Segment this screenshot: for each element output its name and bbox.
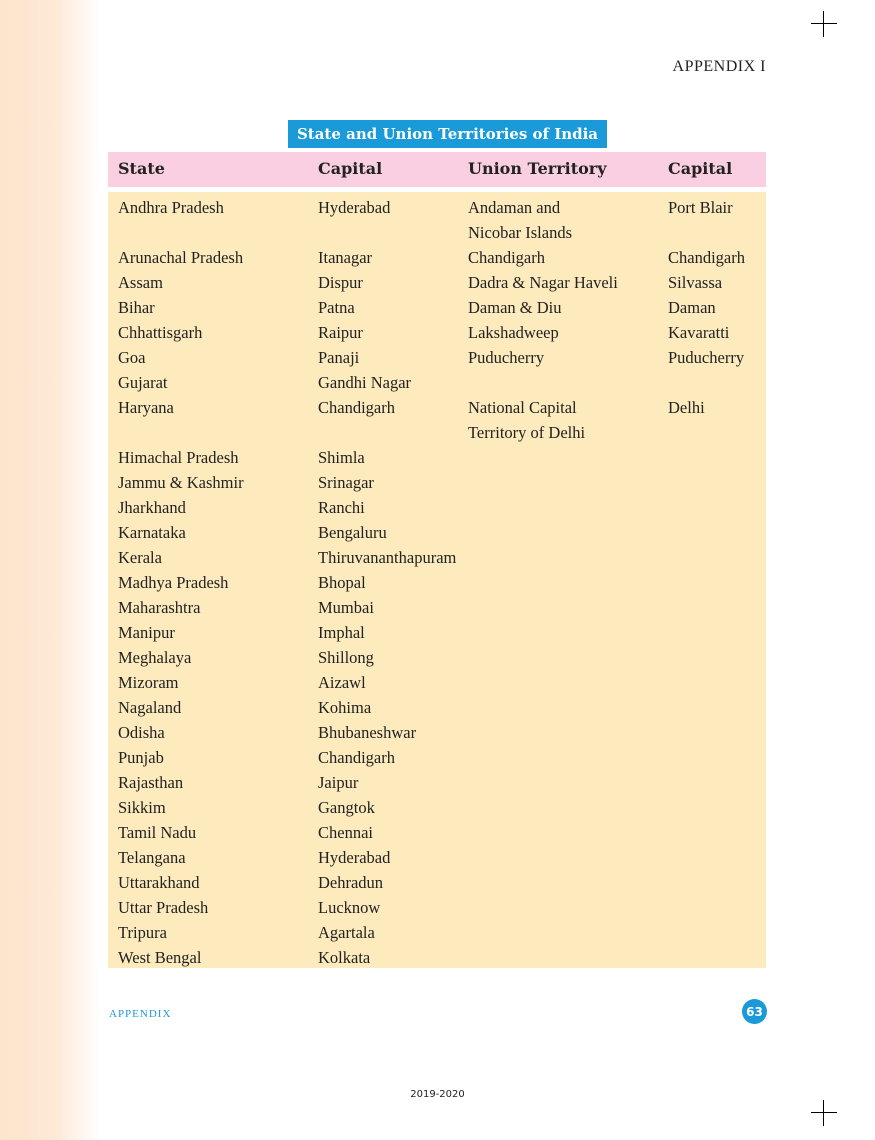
state-name: Madhya Pradesh <box>118 573 229 592</box>
crop-mark-top-right <box>811 11 837 37</box>
state-name: Telangana <box>118 848 186 867</box>
state-name: Uttarakhand <box>118 873 200 892</box>
state-name: Himachal Pradesh <box>118 448 239 467</box>
header-ut-capital: Capital <box>668 159 733 178</box>
footer-year: 2019-2020 <box>410 1089 465 1100</box>
state-name: Tamil Nadu <box>118 823 197 842</box>
state-name: Sikkim <box>118 798 166 817</box>
ut-name-continued: Nicobar Islands <box>468 223 573 242</box>
state-name: Odisha <box>118 723 165 742</box>
state-name: Uttar Pradesh <box>118 898 209 917</box>
state-name: Punjab <box>118 748 164 767</box>
ut-capital: Delhi <box>668 398 705 417</box>
state-name: Maharashtra <box>118 598 201 617</box>
page-number-badge: 63 <box>742 999 767 1024</box>
header-union-territory: Union Territory <box>468 159 607 178</box>
state-capital: Dehradun <box>318 873 384 892</box>
state-name: Haryana <box>118 398 174 417</box>
ut-name: Dadra & Nagar Haveli <box>468 273 618 292</box>
state-capital: Itanagar <box>318 248 373 267</box>
state-capital: Shimla <box>318 448 365 467</box>
state-name: Nagaland <box>118 698 182 717</box>
state-capital: Imphal <box>318 623 365 642</box>
state-capital: Aizawl <box>318 673 366 692</box>
state-name: Chhattisgarh <box>118 323 203 342</box>
state-capital: Bhubaneshwar <box>318 723 417 742</box>
state-capital: Mumbai <box>318 598 374 617</box>
state-name: Karnataka <box>118 523 186 542</box>
header-capital: Capital <box>318 159 383 178</box>
state-name: Andhra Pradesh <box>118 198 224 217</box>
ut-name: Andaman and <box>468 198 561 217</box>
state-capital: Gandhi Nagar <box>318 373 412 392</box>
state-name: Arunachal Pradesh <box>118 248 244 267</box>
state-name: Rajasthan <box>118 773 184 792</box>
state-capital: Kohima <box>318 698 372 717</box>
ut-name-continued: Territory of Delhi <box>468 423 586 442</box>
state-name: Meghalaya <box>118 648 192 667</box>
footer-section-label: APPENDIX <box>109 1008 172 1020</box>
state-name: Assam <box>118 273 163 292</box>
state-name: Gujarat <box>118 373 168 392</box>
state-name: Jharkhand <box>118 498 186 517</box>
appendix-heading: APPENDIX I <box>672 58 766 75</box>
state-capital: Bhopal <box>318 573 366 592</box>
state-name: Bihar <box>118 298 155 317</box>
state-name: Jammu & Kashmir <box>118 473 244 492</box>
state-capital: Raipur <box>318 323 363 342</box>
state-capital: Kolkata <box>318 948 371 967</box>
state-capital: Panaji <box>318 348 360 367</box>
ut-name: Puducherry <box>468 348 545 367</box>
ut-capital: Daman <box>668 298 716 317</box>
state-capital: Hyderabad <box>318 198 391 217</box>
state-capital: Thiruvananthapuram <box>318 548 457 567</box>
ut-capital: Silvassa <box>668 273 723 292</box>
crop-mark-bottom-right <box>811 1100 837 1126</box>
ut-name: National Capital <box>468 398 577 417</box>
state-capital: Chennai <box>318 823 373 842</box>
state-capital: Srinagar <box>318 473 374 492</box>
ut-name: Daman & Diu <box>468 298 562 317</box>
state-capital: Patna <box>318 298 355 317</box>
state-capital: Agartala <box>318 923 375 942</box>
state-name: Manipur <box>118 623 175 642</box>
header-state: State <box>118 159 165 178</box>
state-capital: Lucknow <box>318 898 381 917</box>
state-capital: Chandigarh <box>318 748 395 767</box>
state-capital: Hyderabad <box>318 848 391 867</box>
state-name: Goa <box>118 348 146 367</box>
state-capital: Gangtok <box>318 798 375 817</box>
state-name: Kerala <box>118 548 162 567</box>
page-margin-band <box>0 0 100 1140</box>
ut-name: Chandigarh <box>468 248 545 267</box>
state-capital: Ranchi <box>318 498 365 517</box>
state-capital: Jaipur <box>318 773 359 792</box>
state-capital: Shillong <box>318 648 374 667</box>
state-capital: Bengaluru <box>318 523 387 542</box>
state-capital: Chandigarh <box>318 398 395 417</box>
ut-name: Lakshadweep <box>468 323 559 342</box>
state-capital: Dispur <box>318 273 363 292</box>
ut-capital: Puducherry <box>668 348 745 367</box>
ut-capital: Kavaratti <box>668 323 730 342</box>
state-name: West Bengal <box>118 948 202 967</box>
state-name: Tripura <box>118 923 167 942</box>
state-name: Mizoram <box>118 673 179 692</box>
table-title: State and Union Territories of India <box>288 120 607 148</box>
ut-capital: Chandigarh <box>668 248 745 267</box>
ut-capital: Port Blair <box>668 198 733 217</box>
